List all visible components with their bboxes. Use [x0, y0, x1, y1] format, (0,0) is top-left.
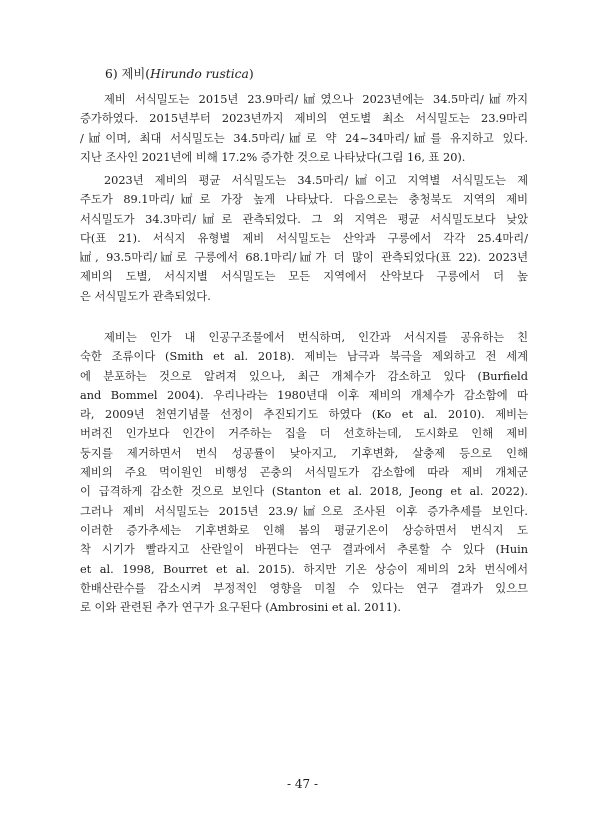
paragraph-line: 제비의 도별, 서식지별 서식밀도는 모든 지역에서 산악보다 구릉에서 더 높: [80, 270, 528, 284]
paragraph-ecology-discussion: [80, 328, 528, 617]
heading-suffix: ): [248, 67, 254, 81]
paragraph-line: 제비는 인가 내 인공구조물에서 번식하며, 인간과 서식지를 공유하는 친: [104, 331, 528, 344]
heading-prefix: 6) 제비(: [105, 67, 151, 81]
paragraph-line: 둥지를 제거하면서 번식 성공률이 낮아지고, 기후변화, 살충제 등으로 인해: [80, 446, 528, 460]
paragraph-line: 주도가 89.1마리/㎢로 가장 높게 나타났다. 다음으로는 충청북도 지역의 제비: [80, 193, 528, 207]
paragraph-line: 제비의 주요 먹이원인 비행성 곤충의 서식밀도가 감소함에 따라 제비 개체군: [80, 466, 528, 480]
paragraph-line: 버려진 인가보다 인간이 거주하는 집을 더 선호하는데, 도시화로 인해 제비: [80, 427, 528, 441]
paragraph-line: 제비 서식밀도는 2015년 23.9마리/㎢였으나 2023년에는 34.5마리/㎢까지: [104, 93, 528, 106]
paragraph-line: 그러나 제비 서식밀도는 2015년 23.9/㎢으로 조사된 이후 증가추세를 보인다.: [80, 504, 528, 518]
section-heading: [105, 66, 254, 83]
paragraph-line: 은 서식밀도가 관측되었다.: [80, 289, 211, 303]
paragraph-line: 지난 조사인 2021년에 비해 17.2% 증가한 것으로 나타났다(그림 16, 표 20).: [80, 150, 466, 164]
paragraph-line: 한배산란수를 감소시켜 부정적인 영향을 미칠 수 있다는 연구 결과가 있으므: [80, 581, 528, 595]
paragraph-line: 에 분포하는 것으로 알려져 있으나, 최근 개체수가 감소하고 있다 (Burfield: [80, 369, 528, 383]
paragraph-line: 이러한 증가추세는 기후변화로 인해 봄의 평균기온이 상승하면서 번식지 도: [80, 523, 528, 537]
paragraph-line: 증가하였다. 2015년부터 2023년까지 제비의 연도별 최소 서식밀도는 23.9마리: [80, 112, 528, 126]
page-number: - 47 -: [286, 777, 318, 791]
scientific-name: Hirundo rustica: [150, 67, 249, 81]
paragraph-line: /㎢이며, 최대 서식밀도는 34.5마리/㎢로 약 24~34마리/㎢를 유지하고 있다.: [80, 131, 528, 145]
paragraph-line: 라, 2009년 천연기념물 선정이 추진되기도 하였다 (Ko et al. 2010). 제비는: [80, 408, 528, 422]
paragraph-line: 2023년 제비의 평균 서식밀도는 34.5마리/㎢이고 지역별 서식밀도는 제: [104, 174, 528, 187]
paragraph-line: and Bommel 2004). 우리나라는 1980년대 이후 제비의 개체수가 감소함에 따: [80, 388, 528, 402]
paragraph-line: ㎢, 93.5마리/㎢로 구릉에서 68.1마리/㎢가 더 많이 관측되었다(표 22). 2023년: [80, 251, 528, 265]
paragraph-line: et al. 1998, Bourret et al. 2015). 하지만 기온 상승이 제비의 2차 번식에서: [80, 562, 528, 576]
paragraph-line: 이 급격하게 감소한 것으로 보인다 (Stanton et al. 2018, Jeong et al. 2022).: [80, 485, 528, 499]
paragraph-regional-density: [80, 171, 528, 306]
paragraph-density-trend: [80, 90, 528, 167]
paragraph-line: 로 이와 관련된 추가 연구가 요구된다 (Ambrosini et al. 2011).: [80, 601, 401, 615]
paragraph-line: 착 시기가 빨라지고 산란일이 바뀐다는 연구 결과에서 추론할 수 있다 (Huin: [80, 543, 528, 557]
paragraph-line: 서식밀도가 34.3마리/㎢로 관측되었다. 그 외 지역은 평균 서식밀도보다 낮았: [80, 212, 528, 226]
paragraph-line: 다(표 21). 서식지 유형별 제비 서식밀도는 산악과 구릉에서 각각 25.4마리/: [80, 231, 528, 245]
paragraph-line: 숙한 조류이다 (Smith et al. 2018). 제비는 남극과 북극을 제외하고 전 세계: [80, 350, 528, 364]
